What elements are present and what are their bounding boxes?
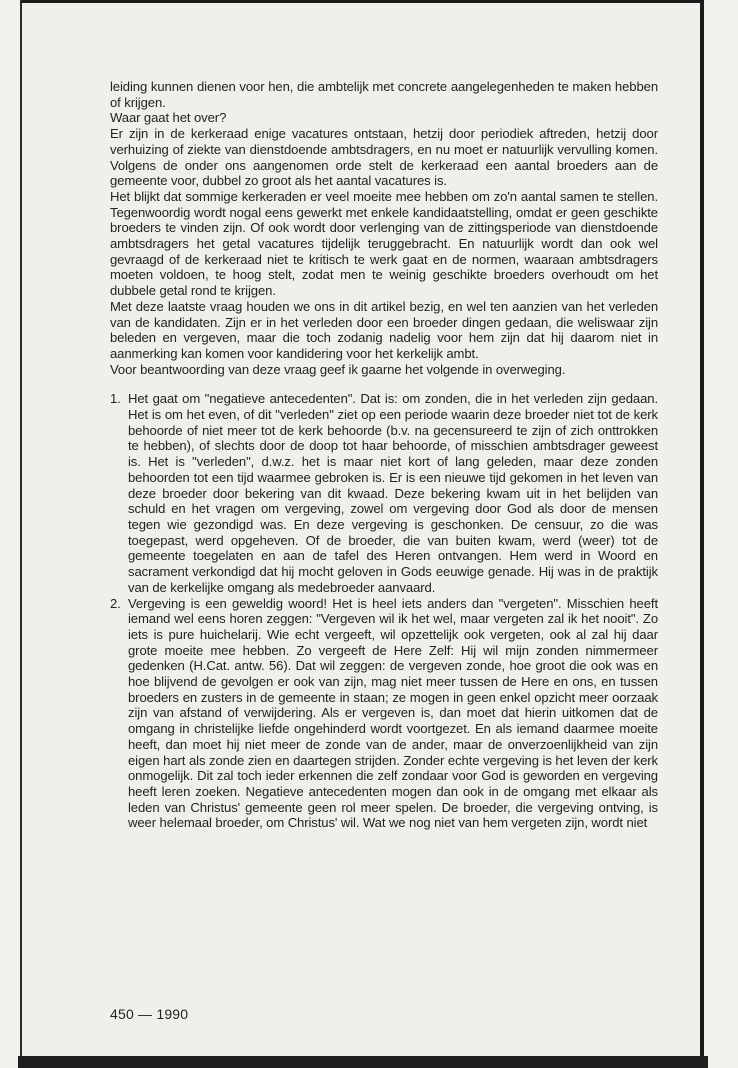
paragraph-verleden: Met deze laatste vraag houden we ons in dit artikel bezig, en wel ten aanzien van het verleden van de kandidaten. Zijn er in het verleden door een broeder dingen gedaan, die weliswaar zijn beleden en vergeven, maar die toch zodanig nadelig voor hem zijn dat hij daarom niet in aanmerking kan komen voor kandidering voor het kerkelijk ambt. [110, 298, 658, 361]
paragraph-question: Waar gaat het over? [110, 110, 227, 126]
paragraph-overweging: Voor beantwoording van deze vraag geef ik gaarne het volgende in overweging. [110, 361, 566, 377]
paragraph-kandidaatstelling: Het blijkt dat sommige kerkeraden er veel moeite mee hebben om zo'n aantal samen te stellen. Tegenwoordig wordt nogal eens gewerkt met enkele kandidaatstelling, omdat er geen geschikte broeders te vinden zijn. Of ook wordt door verlenging van de zittingsperiode van dienstdoende ambtsdragers het getal vacatures tijdelijk teruggebracht. En natuurlijk wordt dan ook wel gevraagd of de kerkeraad niet te kritisch te werk gaat en de normen, waaraan ambtsdragers moeten voldoen, te hoog stelt, zodat men te weinig geschikte broeders overhoudt om het dubbele getal rond te krijgen. [110, 188, 658, 299]
list-item-number: 1. [110, 391, 121, 407]
paragraph-vacatures: Er zijn in de kerkeraad enige vacatures ontstaan, hetzij door periodiek aftreden, hetzij door verhuizing of ziekte van dienstdoende ambtsdragers, en nu moet er natuurlijk vervulling komen. Volgens de onder ons aangenomen orde stelt de kerkeraad een aantal broeders aan de gemeente voor, dubbel zo groot als het aantal vacatures is. [110, 126, 658, 189]
page-footer: 450 — 1990 [110, 1006, 189, 1022]
article-body [110, 79, 658, 831]
scan-border-right [700, 0, 704, 1060]
paragraph-intro: leiding kunnen dienen voor hen, die ambtelijk met concrete aangelegenheden te maken hebben of krijgen. [110, 79, 658, 110]
list-item [110, 391, 658, 595]
list-item-text: Het gaat om "negatieve antecedenten". Dat is: om zonden, die in het verleden zijn gedaan. Het is om het even, of dit "verleden" ziet op een periode waarin deze broeder niet tot de kerk behoorde of niet meer tot de kerk behoorde (b.v. na gecensureerd te zijn of zich onttrokken te hebben), of slechts door de doop tot haar behoorde, of misschien ambtsdrager geweest is. Het is "verleden", d.w.z. het is maar niet kort of lang geleden, maar deze zonden behoorden tot een tijd waarmee gebroken is. Er is een nieuwe tijd gekomen in het leven van deze broeder door bekering van dit kwaad. Deze bekering kwam uit in het belijden van schuld en het vragen om vergeving, zowel om vergeving door God als door de mensen tegen wie gezondigd was. En deze vergeving is geschonken. De censuur, zo die was toegepast, werd opgeheven. Of de broeder, die van buiten kwam, werd (weer) tot de gemeente toegelaten en aan de tafel des Heren ontvangen. Hem werd in Woord en sacrament verkondigd dat hij mocht geloven in Gods eeuwige genade. Hij was in de praktijk van de kerkelijke omgang als medebroeder aanvaard. [128, 391, 658, 595]
scan-border-bottom [18, 1056, 708, 1068]
list-spacer [110, 377, 658, 391]
list-item [110, 596, 658, 832]
list-item-number: 2. [110, 595, 121, 611]
list-item-text: Vergeving is een geweldig woord! Het is heel iets anders dan "vergeten". Misschien heeft iemand wel eens horen zeggen: "Vergeven wil ik het wel, maar vergeten zal ik het nooit". Zo iets is pure huichelarij. Wie echt vergeeft, wil opzettelijk ook vergeten, ook al zal hij daar grote moeite mee hebben. Zo vergeeft de Here Zelf: Hij wil mijn zonden nimmermeer gedenken (H.Cat. antw. 56). Dat wil zeggen: de vergeven zonde, hoe groot die ook was en hoe blijvend de gevolgen er ook van zijn, mag niet meer tussen de Here en ons, en tussen broeders en zusters in de gemeente in staan; ze mogen in geen enkel opzicht meer oorzaak zijn van afstand of verwijdering. Als er vergeven is, dan moet dat hierin uitkomen dat de omgang in christelijke liefde ongehinderd wordt voortgezet. En als iemand daarmee moeite heeft, dan moet hij niet meer de zonde van de ander, maar de onverzoenlijkheid van zijn eigen hart als zonde zien en daartegen strijden. Zonder echte vergeving is het leven der kerk onmogelijk. Dit zal toch ieder erkennen die zelf zondaar voor God is geworden en vergeving heeft leren zoeken. Negatieve antecedenten mogen dan ook in de omgang met elkaar als leden van Christus' gemeente geen rol meer spelen. De broeder, die vergeving ontving, is weer helemaal broeder, om Christus' wil. Wat we nog niet van hem vergeten zijn, wordt niet [128, 595, 658, 831]
